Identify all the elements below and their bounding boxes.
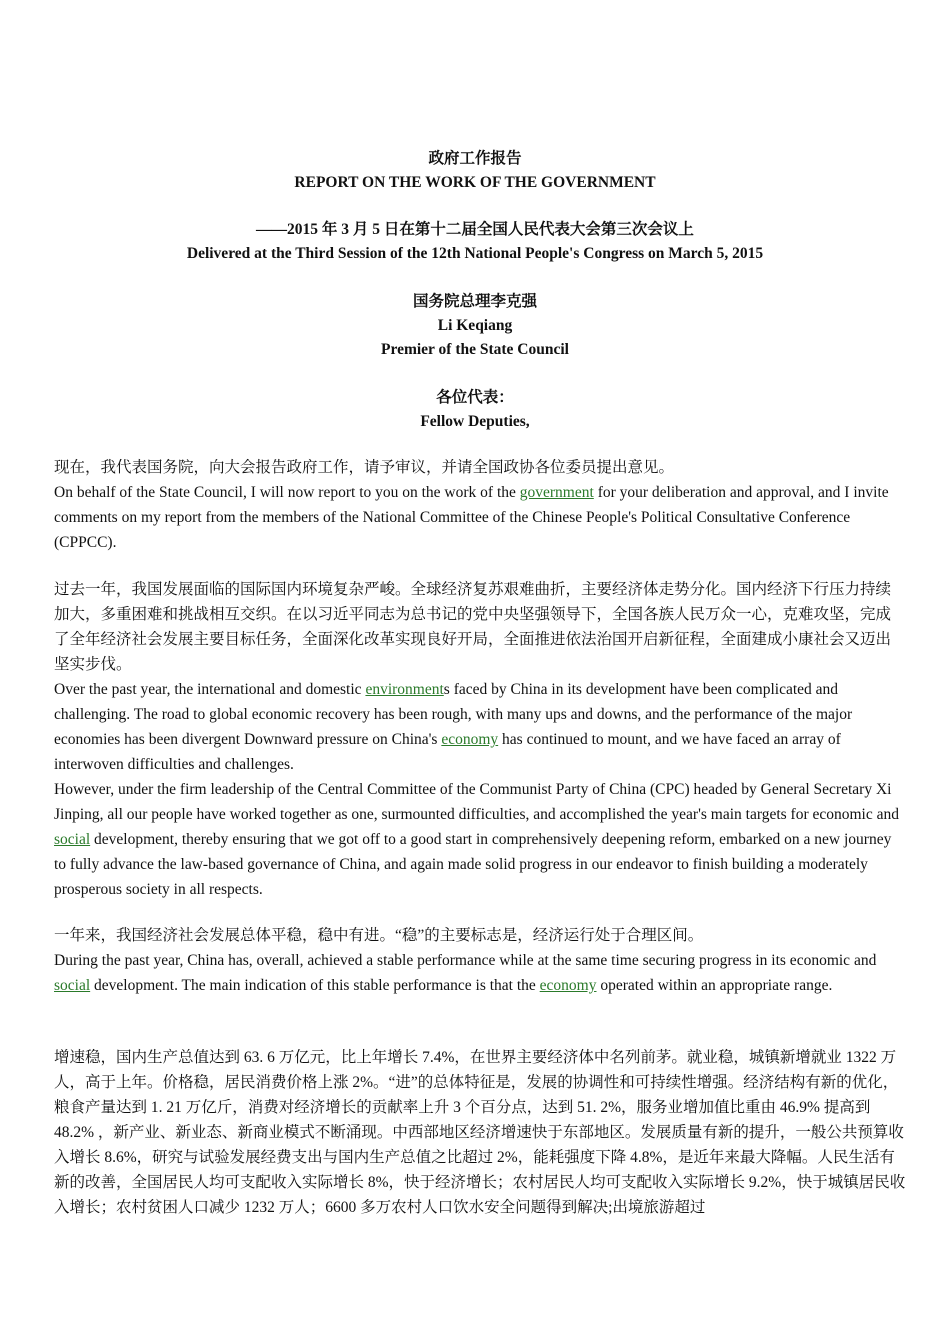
paragraph-1-english [54,480,906,555]
economy-link[interactable]: economy [539,977,597,994]
text-segment: operated within an appropriate range. [596,977,833,994]
text-segment: development, thereby ensuring that we got off to a good start in comprehensively deepening reform, embarked on a new journey to fully advance the law-based governance of China, and again made solid progress in our endeavor to finish building a moderately prosperous society in all respects. [54,831,892,898]
social-link[interactable]: social [54,977,91,994]
greeting-chinese: 各位代表： [436,389,514,406]
text-segment: On behalf of the State Council, I will now report to you on the work of the [54,484,520,501]
greeting-english: Fellow Deputies, [420,413,530,430]
paragraph-2-english-b [54,777,906,902]
paragraph-1 [54,455,906,555]
paragraph-4-chinese: 增速稳，国内生产总值达到 63. 6 万亿元，比上年增长 7.4%，在世界主要经济体中名列前茅。就业稳，城镇新增就业 1322 万人，高于上年。价格稳，居民消费价格上涨 2%。“进”的总体特征是，发展的协调性和可持续性增强。经济结构有新的优化，粮食产量达到 1. 21 万亿斤，消费对经济增长的贡献率上升 3 个百分点，达到 51. 2%，服务业增加值比重由 46.9% 提高到 48.2% ，新产业、新业态、新商业模式不断涌现。中西部地区经济增速快于东部地区。发展质量有新的提升，一般公共预算收入增长 8.6%，研究与试验发展经费支出与国内生产总值之比超过 2%，能耗强度下降 4.8%，是近年来最大降幅。人民生活有新的改善，全国居民人均可支配收入实际增长 8%，快于经济增长；农村居民人均可支配收入实际增长 9.2%，快于城镇居民收入增长；农村贫困人口减少 1232 万人；6600 多万农村人口饮水安全问题得到解决;出境旅游超过 [54,1049,906,1216]
economy-link[interactable]: economy [441,731,499,748]
text-segment: Over the past year, the international and domestic [54,681,366,698]
paragraph-2-english-a [54,677,906,777]
delivery-block [0,218,950,266]
title-block [0,147,950,195]
speaker-chinese: 国务院总理李克强 [412,293,537,310]
text-segment: for your deliberation and approval, and I invite comments on my report from the members of the National Committee of the Chinese People's Political Consultative Conference (CPPCC). [54,484,889,551]
title-english: REPORT ON THE WORK OF THE GOVERNMENT [294,174,656,191]
paragraph-1-chinese: 现在，我代表国务院，向大会报告政府工作，请予审议，并请全国政协各位委员提出意见。 [54,459,675,476]
paragraph-2-chinese: 过去一年，我国发展面临的国际国内环境复杂严峻。全球经济复苏艰难曲折，主要经济体走势分化。国内经济下行压力持续加大，多重困难和挑战相互交织。在以习近平同志为总书记的党中央坚强领导下，全国各族人民万众一心，克难攻坚，完成了全年经济社会发展主要目标任务，全面深化改革实现良好开局，全面推进依法治国开启新征程，全面建成小康社会又迈出坚实步伐。 [54,581,892,673]
text-segment: During the past year, China has, overall, achieved a stable performance while at the same time securing progress in its economic and [54,952,877,969]
paragraph-3 [54,923,906,998]
text-segment: However, under the firm leadership of the Central Committee of the Communist Party of China (CPC) headed by General Secretary Xi Jinping, all our people have worked together as one, surmounted difficulties, and accomplished the year's main targets for economic and [54,781,899,823]
delivery-english: Delivered at the Third Session of the 12th National People's Congress on March 5, 2015 [186,245,764,262]
speaker-role: Premier of the State Council [381,341,569,358]
text-segment: has continued to mount, and we have faced an array of interwoven difficulties and challenges. [54,731,841,773]
environment-link[interactable]: environment [365,681,444,698]
speaker-name: Li Keqiang [437,317,513,334]
title-chinese: 政府工作报告 [428,150,522,167]
text-segment: development. The main indication of this stable performance is that the [90,977,540,994]
government-link[interactable]: government [519,484,594,501]
paragraph-4 [54,1045,906,1220]
text-segment: s faced by China in its development have been complicated and challenging. The road to global economic recovery has been rough, with many ups and downs, and the performance of the major economies has been divergent Downward pressure on China's [54,681,853,748]
paragraph-3-chinese: 一年来，我国经济社会发展总体平稳，稳中有进。“稳”的主要标志是，经济运行处于合理区间。 [54,927,704,944]
greeting-block [0,386,950,434]
paragraph-2 [54,577,906,902]
social-link[interactable]: social [54,831,91,848]
paragraph-3-english [54,948,906,998]
delivery-chinese: ——2015 年 3 月 5 日在第十二届全国人民代表大会第三次会议上 [256,221,694,238]
speaker-block [0,290,950,362]
